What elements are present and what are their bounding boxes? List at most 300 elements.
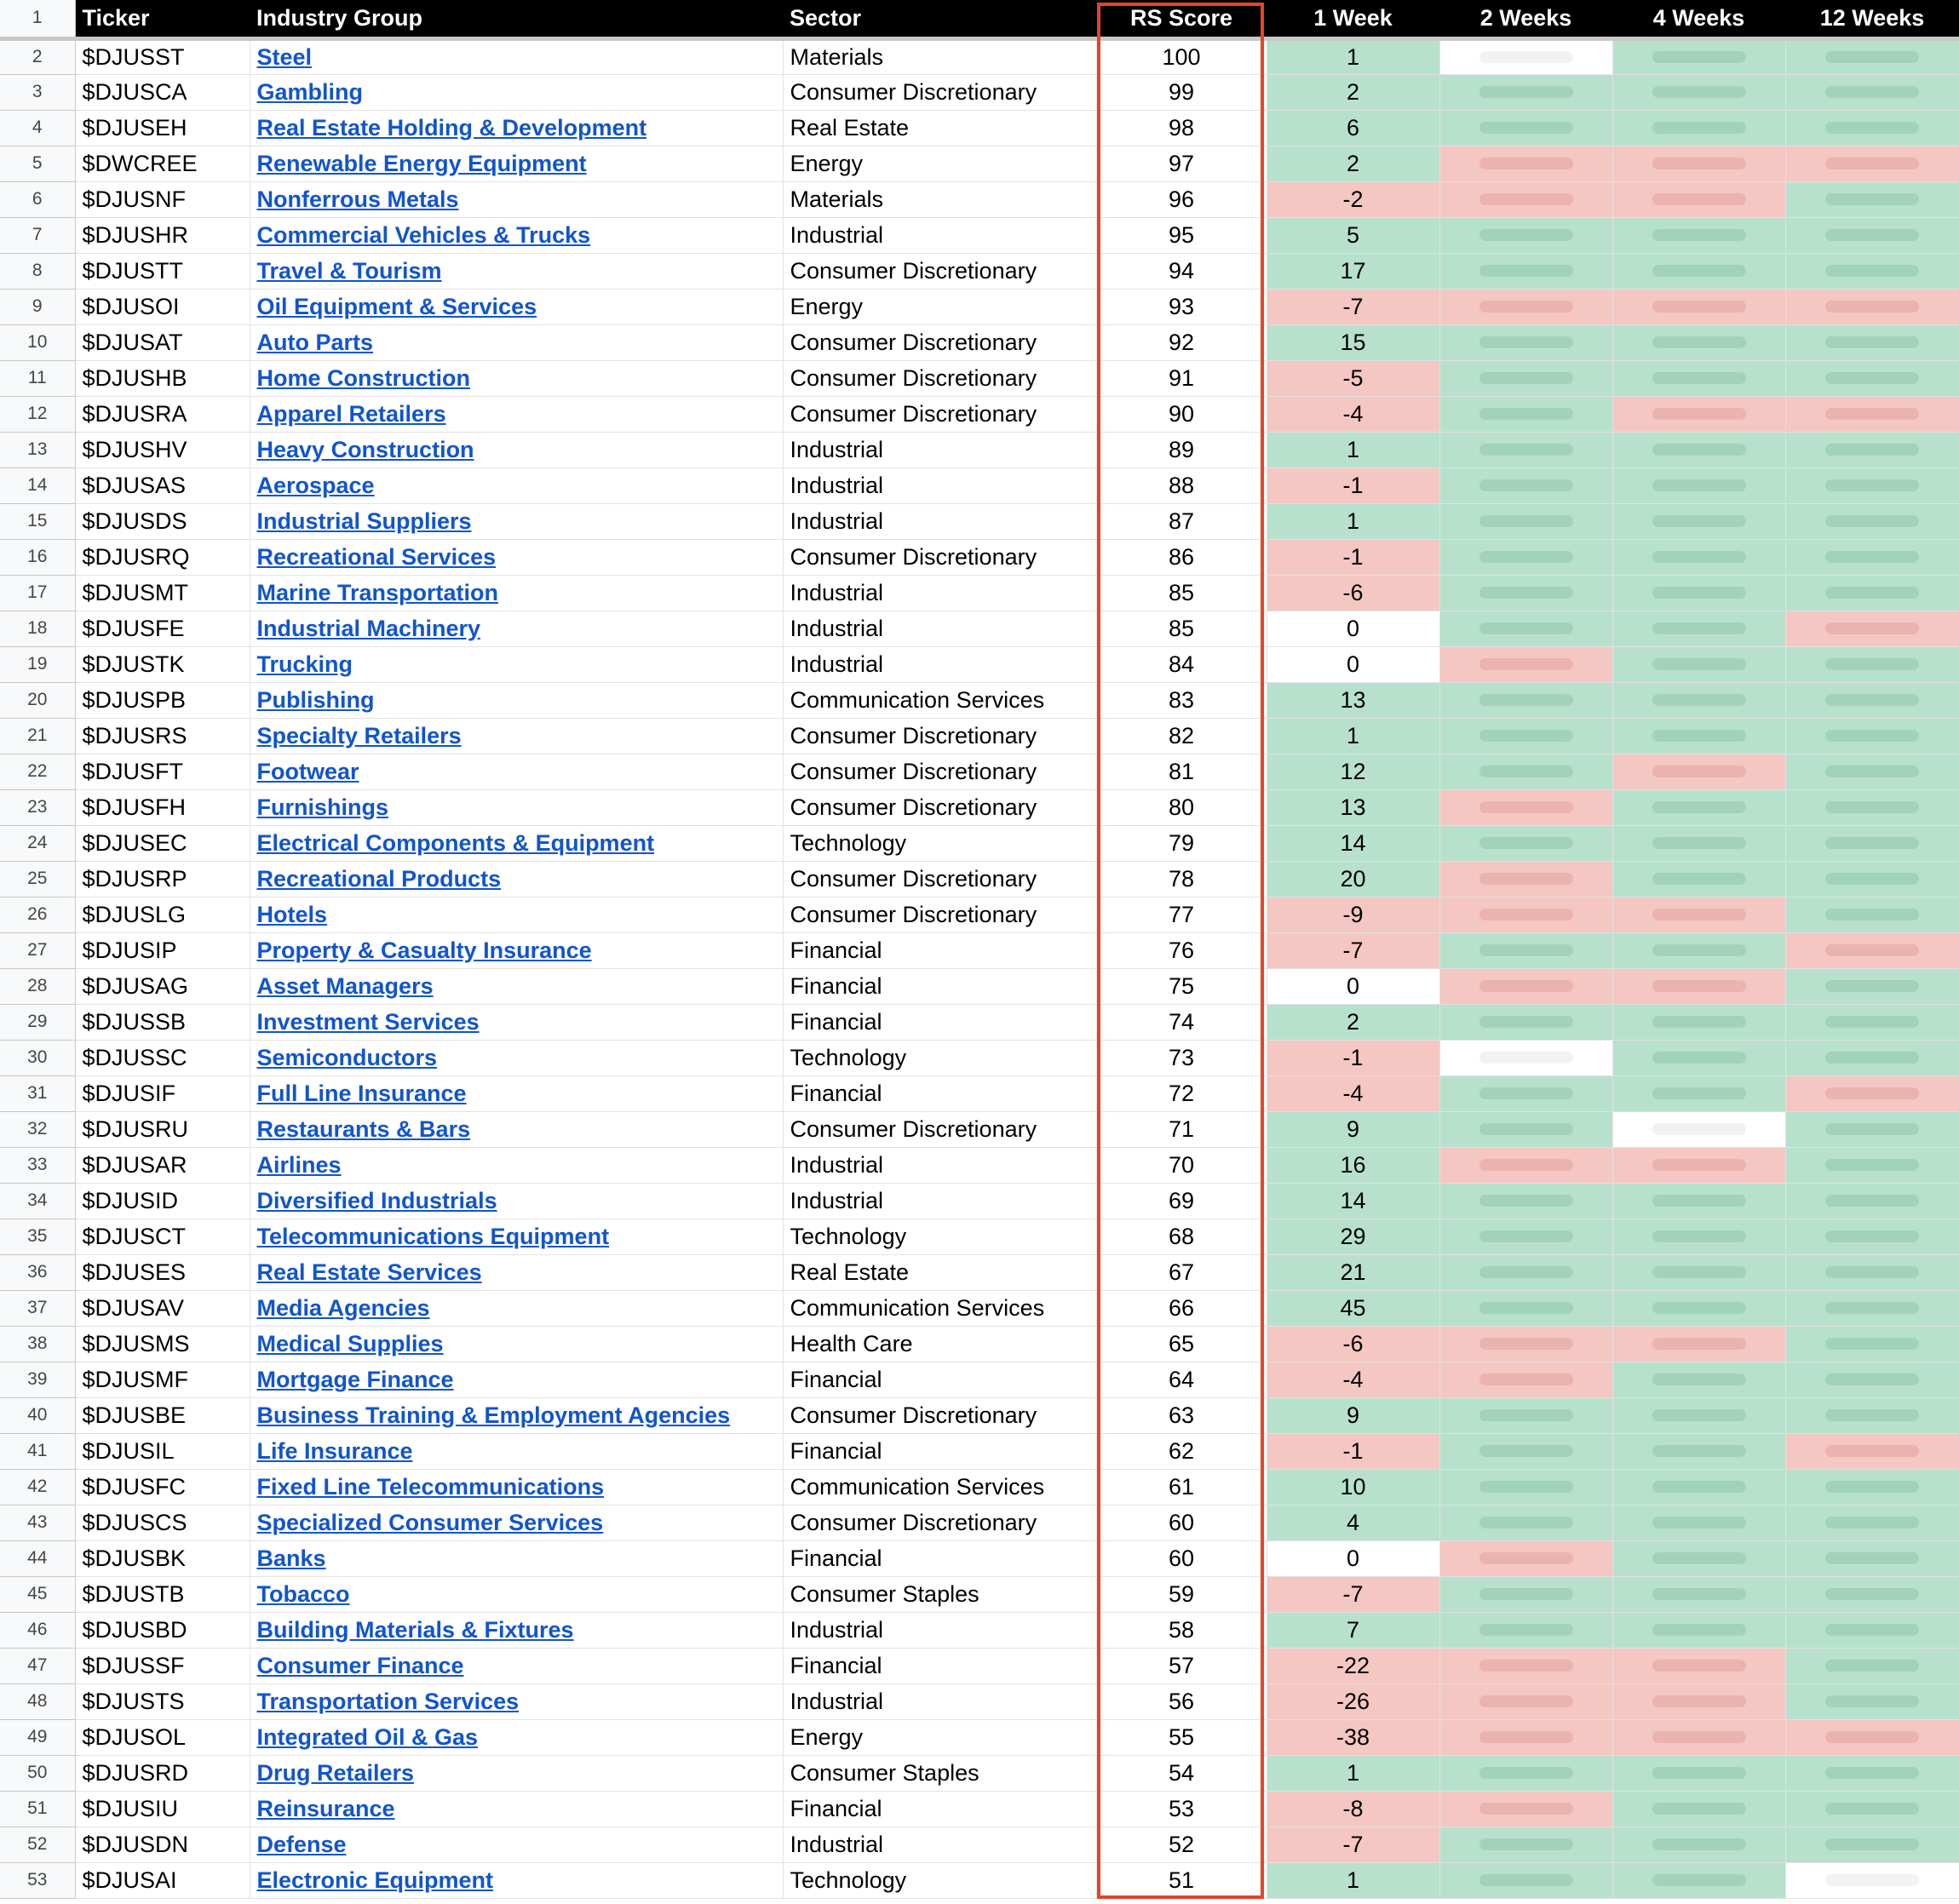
industry-group-cell[interactable] xyxy=(250,1040,783,1075)
row-number[interactable]: 35 xyxy=(0,1219,75,1254)
week-2-change-cell[interactable] xyxy=(1439,682,1612,718)
rs-score-cell[interactable]: 85 xyxy=(1096,611,1267,646)
industry-group-cell[interactable] xyxy=(250,1397,783,1433)
week-12-change-cell[interactable] xyxy=(1785,1683,1959,1719)
ticker-cell[interactable]: $DJUSIP xyxy=(75,932,250,968)
ticker-cell[interactable]: $DJUSTK xyxy=(75,646,250,682)
industry-group-link[interactable]: Publishing xyxy=(256,686,375,713)
week-12-change-cell[interactable] xyxy=(1785,789,1959,825)
row-number[interactable]: 22 xyxy=(0,754,75,789)
rs-score-cell[interactable]: 85 xyxy=(1096,575,1267,611)
rs-score-cell[interactable]: 59 xyxy=(1096,1576,1267,1612)
week-12-change-cell[interactable] xyxy=(1785,1147,1959,1183)
week-1-change-cell[interactable]: 13 xyxy=(1267,682,1439,718)
rs-score-cell[interactable]: 51 xyxy=(1096,1862,1267,1898)
week-12-change-cell[interactable] xyxy=(1785,1862,1959,1898)
industry-group-link[interactable]: Diversified Industrials xyxy=(256,1187,497,1213)
industry-group-cell[interactable] xyxy=(250,825,783,861)
industry-group-cell[interactable] xyxy=(250,1719,783,1755)
industry-group-cell[interactable] xyxy=(250,539,783,575)
ticker-cell[interactable]: $DJUSBE xyxy=(75,1397,250,1433)
sector-cell[interactable]: Energy xyxy=(783,1719,1096,1755)
week-4-change-cell[interactable] xyxy=(1612,754,1785,789)
ticker-cell[interactable]: $DJUSEH xyxy=(75,110,250,146)
industry-group-cell[interactable] xyxy=(250,1648,783,1683)
sector-cell[interactable]: Financial xyxy=(783,1362,1096,1397)
row-number[interactable]: 1 xyxy=(0,0,75,38)
ticker-cell[interactable]: $DJUSIU xyxy=(75,1791,250,1827)
week-12-change-cell[interactable] xyxy=(1785,396,1959,432)
week-12-change-cell[interactable] xyxy=(1785,38,1959,74)
week-2-change-cell[interactable] xyxy=(1439,1755,1612,1791)
week-1-change-cell[interactable]: 5 xyxy=(1267,217,1439,253)
row-number[interactable]: 53 xyxy=(0,1862,75,1898)
week-2-change-cell[interactable] xyxy=(1439,396,1612,432)
industry-group-cell[interactable] xyxy=(250,1576,783,1612)
week-2-change-cell[interactable] xyxy=(1439,289,1612,324)
week-1-change-cell[interactable]: -1 xyxy=(1267,467,1439,503)
ticker-cell[interactable]: $DJUSFH xyxy=(75,789,250,825)
ticker-cell[interactable]: $DJUSNF xyxy=(75,181,250,217)
week-1-change-cell[interactable]: 17 xyxy=(1267,253,1439,289)
sector-cell[interactable]: Consumer Discretionary xyxy=(783,396,1096,432)
week-1-change-cell[interactable]: 13 xyxy=(1267,789,1439,825)
sector-cell[interactable]: Industrial xyxy=(783,1147,1096,1183)
rs-score-cell[interactable]: 79 xyxy=(1096,825,1267,861)
industry-group-link[interactable]: Commercial Vehicles & Trucks xyxy=(256,221,591,248)
week-2-change-cell[interactable] xyxy=(1439,611,1612,646)
week-4-change-cell[interactable] xyxy=(1612,1648,1785,1683)
industry-group-link[interactable]: Specialized Consumer Services xyxy=(256,1509,604,1535)
industry-group-link[interactable]: Semiconductors xyxy=(256,1044,438,1070)
rs-score-cell[interactable]: 88 xyxy=(1096,467,1267,503)
week-2-change-cell[interactable] xyxy=(1439,1040,1612,1075)
week-12-change-cell[interactable] xyxy=(1785,1075,1959,1111)
industry-group-cell[interactable] xyxy=(250,682,783,718)
week-1-change-cell[interactable]: 20 xyxy=(1267,861,1439,897)
week-2-change-cell[interactable] xyxy=(1439,646,1612,682)
week-4-change-cell[interactable] xyxy=(1612,1111,1785,1147)
industry-group-cell[interactable] xyxy=(250,1827,783,1862)
ticker-cell[interactable]: $DJUSEC xyxy=(75,825,250,861)
sector-cell[interactable]: Energy xyxy=(783,146,1096,181)
ticker-cell[interactable]: $DJUSOL xyxy=(75,1719,250,1755)
industry-group-cell[interactable] xyxy=(250,1111,783,1147)
row-number[interactable]: 25 xyxy=(0,861,75,897)
week-1-change-cell[interactable]: -22 xyxy=(1267,1648,1439,1683)
week-12-change-cell[interactable] xyxy=(1785,1719,1959,1755)
week-12-change-cell[interactable] xyxy=(1785,1433,1959,1469)
row-number[interactable]: 4 xyxy=(0,110,75,146)
sector-cell[interactable]: Consumer Discretionary xyxy=(783,324,1096,360)
rs-score-cell[interactable]: 93 xyxy=(1096,289,1267,324)
ticker-cell[interactable]: $DJUSTT xyxy=(75,253,250,289)
week-2-change-cell[interactable] xyxy=(1439,825,1612,861)
week-4-change-cell[interactable] xyxy=(1612,968,1785,1004)
week-4-change-cell[interactable] xyxy=(1612,253,1785,289)
week-4-change-cell[interactable] xyxy=(1612,110,1785,146)
week-4-change-cell[interactable] xyxy=(1612,1254,1785,1290)
week-12-change-cell[interactable] xyxy=(1785,253,1959,289)
ticker-cell[interactable]: $DJUSES xyxy=(75,1254,250,1290)
sector-cell[interactable]: Real Estate xyxy=(783,110,1096,146)
industry-group-cell[interactable] xyxy=(250,181,783,217)
row-number[interactable]: 20 xyxy=(0,682,75,718)
week-1-change-cell[interactable]: 1 xyxy=(1267,503,1439,539)
week-2-change-cell[interactable] xyxy=(1439,1075,1612,1111)
sector-cell[interactable]: Industrial xyxy=(783,217,1096,253)
sector-cell[interactable]: Technology xyxy=(783,1040,1096,1075)
rs-score-cell[interactable]: 76 xyxy=(1096,932,1267,968)
week-1-change-cell[interactable]: 0 xyxy=(1267,1540,1439,1576)
week-12-change-cell[interactable] xyxy=(1785,1219,1959,1254)
row-number[interactable]: 45 xyxy=(0,1576,75,1612)
ticker-cell[interactable]: $DJUSAV xyxy=(75,1290,250,1326)
week-12-change-cell[interactable] xyxy=(1785,861,1959,897)
ticker-cell[interactable]: $DJUSRS xyxy=(75,718,250,754)
ticker-cell[interactable]: $DJUSAR xyxy=(75,1147,250,1183)
week-1-change-cell[interactable]: -6 xyxy=(1267,575,1439,611)
industry-group-cell[interactable] xyxy=(250,1683,783,1719)
row-number[interactable]: 41 xyxy=(0,1433,75,1469)
rs-score-cell[interactable]: 73 xyxy=(1096,1040,1267,1075)
week-4-change-cell[interactable] xyxy=(1612,1326,1785,1362)
industry-group-link[interactable]: Drug Retailers xyxy=(256,1759,415,1786)
week-2-change-cell[interactable] xyxy=(1439,217,1612,253)
week-2-change-cell[interactable] xyxy=(1439,1683,1612,1719)
sector-cell[interactable]: Energy xyxy=(783,289,1096,324)
ticker-cell[interactable]: $DJUSCA xyxy=(75,74,250,110)
industry-group-link[interactable]: Furnishings xyxy=(256,794,388,820)
week-1-change-cell[interactable]: -2 xyxy=(1267,181,1439,217)
sector-cell[interactable]: Consumer Discretionary xyxy=(783,1111,1096,1147)
industry-group-link[interactable]: Nonferrous Metals xyxy=(256,186,459,212)
ticker-cell[interactable]: $DJUSPB xyxy=(75,682,250,718)
row-number[interactable]: 29 xyxy=(0,1004,75,1040)
ticker-cell[interactable]: $DJUSCS xyxy=(75,1505,250,1540)
sector-cell[interactable]: Communication Services xyxy=(783,1469,1096,1505)
week-1-change-cell[interactable]: -26 xyxy=(1267,1683,1439,1719)
week-4-change-cell[interactable] xyxy=(1612,1683,1785,1719)
industry-group-link[interactable]: Investment Services xyxy=(256,1008,480,1035)
sector-cell[interactable]: Industrial xyxy=(783,432,1096,467)
sector-cell[interactable]: Financial xyxy=(783,932,1096,968)
week-2-change-cell[interactable] xyxy=(1439,503,1612,539)
industry-group-cell[interactable] xyxy=(250,1075,783,1111)
row-number[interactable]: 23 xyxy=(0,789,75,825)
sector-cell[interactable]: Consumer Discretionary xyxy=(783,253,1096,289)
week-12-change-cell[interactable] xyxy=(1785,1648,1959,1683)
rs-score-cell[interactable]: 62 xyxy=(1096,1433,1267,1469)
row-number[interactable]: 19 xyxy=(0,646,75,682)
week-4-change-cell[interactable] xyxy=(1612,539,1785,575)
week-2-change-cell[interactable] xyxy=(1439,1719,1612,1755)
week-12-change-cell[interactable] xyxy=(1785,897,1959,932)
week-1-change-cell[interactable]: 16 xyxy=(1267,1147,1439,1183)
week-4-change-cell[interactable] xyxy=(1612,1433,1785,1469)
week-2-change-cell[interactable] xyxy=(1439,861,1612,897)
sector-cell[interactable]: Consumer Staples xyxy=(783,1576,1096,1612)
ticker-cell[interactable]: $DJUSBK xyxy=(75,1540,250,1576)
week-12-change-cell[interactable] xyxy=(1785,968,1959,1004)
week-1-change-cell[interactable]: -4 xyxy=(1267,1362,1439,1397)
sector-cell[interactable]: Industrial xyxy=(783,1683,1096,1719)
week-12-change-cell[interactable] xyxy=(1785,74,1959,110)
week-2-change-cell[interactable] xyxy=(1439,253,1612,289)
rs-score-cell[interactable]: 78 xyxy=(1096,861,1267,897)
industry-group-link[interactable]: Renewable Energy Equipment xyxy=(256,150,587,176)
industry-group-link[interactable]: Recreational Products xyxy=(256,865,502,892)
week-2-change-cell[interactable] xyxy=(1439,1111,1612,1147)
row-number[interactable]: 14 xyxy=(0,467,75,503)
industry-group-link[interactable]: Property & Casualty Insurance xyxy=(256,937,592,963)
week-2-change-cell[interactable] xyxy=(1439,1147,1612,1183)
industry-group-cell[interactable] xyxy=(250,1612,783,1648)
sector-cell[interactable]: Financial xyxy=(783,1433,1096,1469)
ticker-cell[interactable]: $DJUSMS xyxy=(75,1326,250,1362)
week-4-change-cell[interactable] xyxy=(1612,1576,1785,1612)
week-1-change-cell[interactable]: 0 xyxy=(1267,611,1439,646)
week-4-change-cell[interactable] xyxy=(1612,611,1785,646)
rs-score-cell[interactable]: 100 xyxy=(1096,38,1267,74)
week-2-change-cell[interactable] xyxy=(1439,181,1612,217)
ticker-cell[interactable]: $DJUSMF xyxy=(75,1362,250,1397)
week-12-change-cell[interactable] xyxy=(1785,1469,1959,1505)
week-1-change-cell[interactable]: 1 xyxy=(1267,1755,1439,1791)
week-12-change-cell[interactable] xyxy=(1785,1326,1959,1362)
week-4-change-cell[interactable] xyxy=(1612,897,1785,932)
week-2-change-cell[interactable] xyxy=(1439,789,1612,825)
row-number[interactable]: 5 xyxy=(0,146,75,181)
week-4-change-cell[interactable] xyxy=(1612,575,1785,611)
industry-group-cell[interactable] xyxy=(250,1433,783,1469)
industry-group-link[interactable]: Industrial Machinery xyxy=(256,615,481,641)
rs-score-cell[interactable]: 58 xyxy=(1096,1612,1267,1648)
sector-cell[interactable]: Industrial xyxy=(783,611,1096,646)
sector-cell[interactable]: Financial xyxy=(783,1004,1096,1040)
rs-score-cell[interactable]: 71 xyxy=(1096,1111,1267,1147)
rs-score-cell[interactable]: 52 xyxy=(1096,1827,1267,1862)
week-4-change-cell[interactable] xyxy=(1612,360,1785,396)
industry-group-cell[interactable] xyxy=(250,1862,783,1898)
row-number[interactable]: 43 xyxy=(0,1505,75,1540)
ticker-cell[interactable]: $DJUSAG xyxy=(75,968,250,1004)
ticker-cell[interactable]: $DJUSSF xyxy=(75,1648,250,1683)
industry-group-cell[interactable] xyxy=(250,1326,783,1362)
week-4-change-cell[interactable] xyxy=(1612,467,1785,503)
week-2-change-cell[interactable] xyxy=(1439,1433,1612,1469)
week-1-change-cell[interactable]: -1 xyxy=(1267,1433,1439,1469)
industry-group-link[interactable]: Specialty Retailers xyxy=(256,722,462,748)
rs-score-cell[interactable]: 96 xyxy=(1096,181,1267,217)
week-4-change-cell[interactable] xyxy=(1612,1540,1785,1576)
sector-cell[interactable]: Health Care xyxy=(783,1326,1096,1362)
ticker-cell[interactable]: $DJUSID xyxy=(75,1183,250,1219)
week-4-change-cell[interactable] xyxy=(1612,217,1785,253)
week-12-change-cell[interactable] xyxy=(1785,1254,1959,1290)
ticker-cell[interactable]: $DJUSIF xyxy=(75,1075,250,1111)
industry-group-cell[interactable] xyxy=(250,1290,783,1326)
ticker-cell[interactable]: $DWCREE xyxy=(75,146,250,181)
rs-score-cell[interactable]: 64 xyxy=(1096,1362,1267,1397)
rs-score-cell[interactable]: 53 xyxy=(1096,1791,1267,1827)
rs-score-cell[interactable]: 60 xyxy=(1096,1505,1267,1540)
sector-cell[interactable]: Financial xyxy=(783,1075,1096,1111)
column-header-4-weeks[interactable]: 4 Weeks xyxy=(1612,0,1785,38)
industry-group-link[interactable]: Marine Transportation xyxy=(256,579,499,605)
rs-score-cell[interactable]: 83 xyxy=(1096,682,1267,718)
week-4-change-cell[interactable] xyxy=(1612,1862,1785,1898)
industry-group-link[interactable]: Home Construction xyxy=(256,364,471,391)
row-number[interactable]: 42 xyxy=(0,1469,75,1505)
week-12-change-cell[interactable] xyxy=(1785,1111,1959,1147)
sector-cell[interactable]: Industrial xyxy=(783,1183,1096,1219)
rs-score-cell[interactable]: 54 xyxy=(1096,1755,1267,1791)
rs-score-cell[interactable]: 95 xyxy=(1096,217,1267,253)
industry-group-link[interactable]: Steel xyxy=(256,43,313,70)
week-12-change-cell[interactable] xyxy=(1785,682,1959,718)
industry-group-cell[interactable] xyxy=(250,754,783,789)
week-12-change-cell[interactable] xyxy=(1785,825,1959,861)
week-12-change-cell[interactable] xyxy=(1785,110,1959,146)
rs-score-cell[interactable]: 91 xyxy=(1096,360,1267,396)
sector-cell[interactable]: Consumer Discretionary xyxy=(783,1397,1096,1433)
sector-cell[interactable]: Industrial xyxy=(783,467,1096,503)
week-2-change-cell[interactable] xyxy=(1439,1183,1612,1219)
sector-cell[interactable]: Industrial xyxy=(783,646,1096,682)
industry-group-cell[interactable] xyxy=(250,1183,783,1219)
industry-group-cell[interactable] xyxy=(250,611,783,646)
week-1-change-cell[interactable]: 0 xyxy=(1267,968,1439,1004)
week-1-change-cell[interactable]: 2 xyxy=(1267,1004,1439,1040)
industry-group-cell[interactable] xyxy=(250,1791,783,1827)
week-2-change-cell[interactable] xyxy=(1439,1469,1612,1505)
industry-group-cell[interactable] xyxy=(250,789,783,825)
week-2-change-cell[interactable] xyxy=(1439,324,1612,360)
row-number[interactable]: 40 xyxy=(0,1397,75,1433)
week-2-change-cell[interactable] xyxy=(1439,539,1612,575)
rs-score-cell[interactable]: 69 xyxy=(1096,1183,1267,1219)
row-number[interactable]: 39 xyxy=(0,1362,75,1397)
week-1-change-cell[interactable]: 45 xyxy=(1267,1290,1439,1326)
week-4-change-cell[interactable] xyxy=(1612,932,1785,968)
ticker-cell[interactable]: $DJUSRD xyxy=(75,1755,250,1791)
industry-group-cell[interactable] xyxy=(250,360,783,396)
industry-group-cell[interactable] xyxy=(250,575,783,611)
ticker-cell[interactable]: $DJUSTB xyxy=(75,1576,250,1612)
industry-group-link[interactable]: Business Training & Employment Agencies xyxy=(256,1402,731,1428)
week-1-change-cell[interactable]: 9 xyxy=(1267,1111,1439,1147)
week-2-change-cell[interactable] xyxy=(1439,897,1612,932)
sector-cell[interactable]: Industrial xyxy=(783,575,1096,611)
week-1-change-cell[interactable]: -8 xyxy=(1267,1791,1439,1827)
week-12-change-cell[interactable] xyxy=(1785,646,1959,682)
week-2-change-cell[interactable] xyxy=(1439,146,1612,181)
rs-score-cell[interactable]: 89 xyxy=(1096,432,1267,467)
ticker-cell[interactable]: $DJUSOI xyxy=(75,289,250,324)
week-4-change-cell[interactable] xyxy=(1612,718,1785,754)
industry-group-link[interactable]: Apparel Retailers xyxy=(256,400,446,427)
week-1-change-cell[interactable]: 15 xyxy=(1267,324,1439,360)
week-4-change-cell[interactable] xyxy=(1612,289,1785,324)
row-number[interactable]: 48 xyxy=(0,1683,75,1719)
week-1-change-cell[interactable]: 7 xyxy=(1267,1612,1439,1648)
industry-group-cell[interactable] xyxy=(250,1362,783,1397)
week-12-change-cell[interactable] xyxy=(1785,217,1959,253)
row-number[interactable]: 52 xyxy=(0,1827,75,1862)
row-number[interactable]: 26 xyxy=(0,897,75,932)
column-header-ticker[interactable]: Ticker xyxy=(75,0,250,38)
ticker-cell[interactable]: $DJUSLG xyxy=(75,897,250,932)
industry-group-link[interactable]: Mortgage Finance xyxy=(256,1366,454,1392)
week-2-change-cell[interactable] xyxy=(1439,1254,1612,1290)
ticker-cell[interactable]: $DJUSMT xyxy=(75,575,250,611)
industry-group-cell[interactable] xyxy=(250,1505,783,1540)
week-4-change-cell[interactable] xyxy=(1612,1290,1785,1326)
rs-score-cell[interactable]: 87 xyxy=(1096,503,1267,539)
week-4-change-cell[interactable] xyxy=(1612,1183,1785,1219)
week-4-change-cell[interactable] xyxy=(1612,324,1785,360)
week-2-change-cell[interactable] xyxy=(1439,1827,1612,1862)
sector-cell[interactable]: Consumer Discretionary xyxy=(783,360,1096,396)
industry-group-cell[interactable] xyxy=(250,1755,783,1791)
industry-group-cell[interactable] xyxy=(250,217,783,253)
row-number[interactable]: 31 xyxy=(0,1075,75,1111)
week-1-change-cell[interactable]: 2 xyxy=(1267,74,1439,110)
week-1-change-cell[interactable]: -1 xyxy=(1267,539,1439,575)
row-number[interactable]: 10 xyxy=(0,324,75,360)
week-4-change-cell[interactable] xyxy=(1612,682,1785,718)
week-1-change-cell[interactable]: -7 xyxy=(1267,1827,1439,1862)
industry-group-link[interactable]: Integrated Oil & Gas xyxy=(256,1723,479,1750)
rs-score-cell[interactable]: 56 xyxy=(1096,1683,1267,1719)
industry-group-link[interactable]: Building Materials & Fixtures xyxy=(256,1616,574,1643)
week-2-change-cell[interactable] xyxy=(1439,1862,1612,1898)
row-number[interactable]: 8 xyxy=(0,253,75,289)
rs-score-cell[interactable]: 63 xyxy=(1096,1397,1267,1433)
week-1-change-cell[interactable]: 12 xyxy=(1267,754,1439,789)
industry-group-cell[interactable] xyxy=(250,1254,783,1290)
week-1-change-cell[interactable]: 4 xyxy=(1267,1505,1439,1540)
industry-group-cell[interactable] xyxy=(250,110,783,146)
week-1-change-cell[interactable]: -7 xyxy=(1267,1576,1439,1612)
industry-group-link[interactable]: Recreational Services xyxy=(256,543,497,570)
row-number[interactable]: 15 xyxy=(0,503,75,539)
row-number[interactable]: 36 xyxy=(0,1254,75,1290)
ticker-cell[interactable]: $DJUSBD xyxy=(75,1612,250,1648)
industry-group-cell[interactable] xyxy=(250,396,783,432)
column-header-1-week[interactable]: 1 Week xyxy=(1267,0,1439,38)
week-4-change-cell[interactable] xyxy=(1612,1397,1785,1433)
sector-cell[interactable]: Financial xyxy=(783,1791,1096,1827)
sector-cell[interactable]: Consumer Discretionary xyxy=(783,789,1096,825)
ticker-cell[interactable]: $DJUSRQ xyxy=(75,539,250,575)
week-1-change-cell[interactable]: -9 xyxy=(1267,897,1439,932)
row-number[interactable]: 27 xyxy=(0,932,75,968)
week-2-change-cell[interactable] xyxy=(1439,74,1612,110)
industry-group-link[interactable]: Banks xyxy=(256,1545,326,1571)
ticker-cell[interactable]: $DJUSDN xyxy=(75,1827,250,1862)
industry-group-cell[interactable] xyxy=(250,324,783,360)
row-number[interactable]: 51 xyxy=(0,1791,75,1827)
industry-group-link[interactable]: Restaurants & Bars xyxy=(256,1115,471,1142)
week-12-change-cell[interactable] xyxy=(1785,1540,1959,1576)
industry-group-link[interactable]: Trucking xyxy=(256,651,353,677)
week-2-change-cell[interactable] xyxy=(1439,1326,1612,1362)
rs-score-cell[interactable]: 77 xyxy=(1096,897,1267,932)
column-header-2-weeks[interactable]: 2 Weeks xyxy=(1439,0,1612,38)
ticker-cell[interactable]: $DJUSAI xyxy=(75,1862,250,1898)
